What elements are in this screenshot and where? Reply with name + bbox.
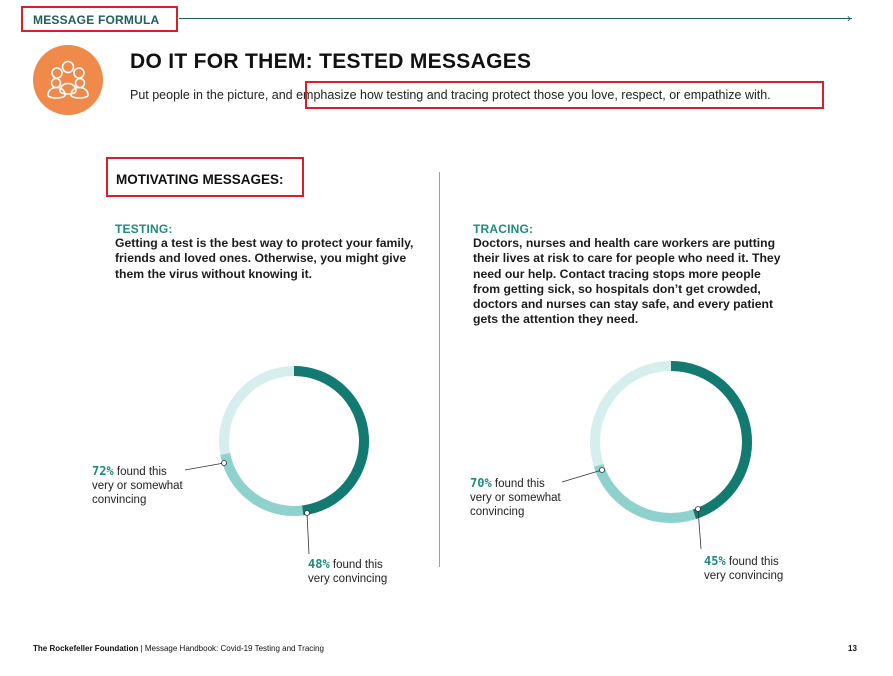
- testing-somewhat-dot: [222, 461, 227, 466]
- testing-somewhat-line3: convincing: [92, 494, 147, 506]
- testing-somewhat-stat: [92, 464, 183, 507]
- people-group-icon: [33, 45, 103, 115]
- subtitle-plain: Put people in the picture, and: [130, 88, 297, 102]
- tracing-very-stat: [704, 554, 783, 583]
- tracing-somewhat-line1: found this: [494, 478, 545, 490]
- page-title: DO IT FOR THEM: TESTED MESSAGES: [130, 50, 532, 73]
- testing-somewhat-value: 72%: [92, 464, 114, 478]
- section-tag: [21, 6, 178, 32]
- testing-very-leader: [307, 513, 309, 554]
- footer: [33, 644, 324, 653]
- tracing-somewhat-stat: [470, 476, 561, 519]
- testing-somewhat-leader: [185, 463, 224, 470]
- motivating-label-text: MOTIVATING MESSAGES:: [116, 172, 284, 187]
- tracing-very-value: 45%: [704, 554, 726, 568]
- testing-somewhat-line1: found this: [116, 466, 167, 478]
- testing-heading: TESTING:: [115, 222, 173, 236]
- tracing-body: Doctors, nurses and health care workers are putting their lives at risk to care for people who need it. They need our help. Contact tracing stops more people from getting sick, so hospitals don’t get crowded, doctors and nurses can stay safe, and every patient gets the attention they need.: [473, 236, 781, 327]
- header-rule: [179, 18, 852, 19]
- testing-very-line2: very convincing: [308, 573, 388, 585]
- footer-rest: | Message Handbook: Covid-19 Testing and Tracing: [138, 644, 324, 653]
- tracing-somewhat-leader: [562, 470, 602, 482]
- tracing-somewhat-line2: very or somewhat: [470, 492, 561, 504]
- tracing-very-dot: [696, 507, 701, 512]
- column-divider: [439, 172, 440, 567]
- tracing-very-line2: very convincing: [704, 570, 784, 582]
- footer-org: The Rockefeller Foundation: [33, 644, 139, 653]
- tracing-heading: TRACING:: [473, 222, 534, 236]
- testing-leaders: [185, 455, 325, 565]
- motivating-messages-label: [106, 157, 304, 197]
- tracing-column: [473, 222, 788, 328]
- tracing-leaders: [562, 462, 702, 572]
- subtitle-highlight: emphasize how testing and tracing protect those you love, respect, or empathize with.: [296, 88, 771, 102]
- tracing-very-line1: found this: [728, 556, 779, 568]
- testing-very-value: 48%: [308, 557, 330, 571]
- tracing-very-leader: [698, 509, 701, 549]
- arrow-right-icon: ›: [847, 11, 851, 25]
- testing-column: [115, 222, 415, 282]
- section-tag-label: MESSAGE FORMULA: [33, 13, 160, 27]
- highlight-box: [305, 81, 824, 109]
- page-number: 13: [848, 644, 857, 653]
- tracing-somewhat-value: 70%: [470, 476, 492, 490]
- testing-very-line1: found this: [332, 559, 383, 571]
- testing-very-stat: [308, 557, 387, 586]
- testing-very-dot: [305, 511, 310, 516]
- testing-somewhat-line2: very or somewhat: [92, 480, 183, 492]
- tracing-somewhat-dot: [600, 468, 605, 473]
- testing-body: Getting a test is the best way to protect your family, friends and loved ones. Otherwise, you might give them the virus without knowing it.: [115, 236, 414, 281]
- tracing-somewhat-line3: convincing: [470, 506, 525, 518]
